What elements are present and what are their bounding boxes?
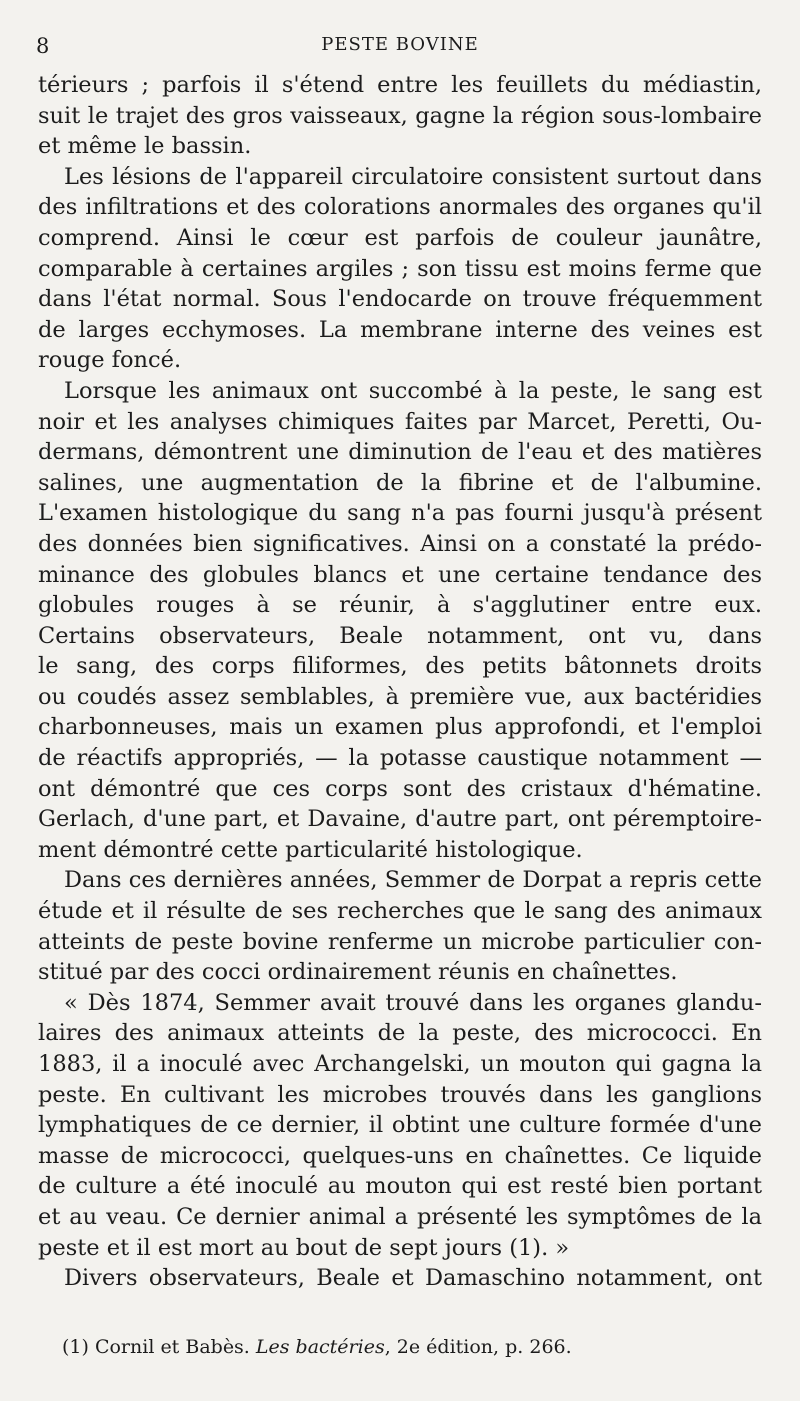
text-line: des données bien significatives. Ainsi on a constaté la prédo- xyxy=(38,530,762,557)
text-line: 1883, il a inoculé avec Archangelski, un mouton qui gagna la xyxy=(38,1051,762,1077)
text-line: ont démontré que ces corps sont des cristaux d'hématine. xyxy=(38,775,762,802)
text-line: peste. En cultivant les microbes trouvés dans les ganglions xyxy=(38,1081,762,1108)
footnote-prefix: (1) Cornil et Babès. xyxy=(62,1336,256,1358)
text-line: dans l'état normal. Sous l'endocarde on trouve fréquemment xyxy=(38,286,762,313)
text-line: de larges ecchymoses. La membrane interne des veines est xyxy=(38,316,762,343)
text-line: minance des globules blancs et une certaine tendance des xyxy=(38,561,762,588)
text-line: ment démontré cette particularité histologique. xyxy=(38,836,583,863)
text-line: stitué par des cocci ordinairement réunis en chaînettes. xyxy=(38,959,678,986)
text-line: Gerlach, d'une part, et Davaine, d'autre part, ont péremptoire- xyxy=(38,806,762,833)
page-number: 8 xyxy=(36,34,50,58)
text-line: Divers observateurs, Beale et Damaschino notamment, ont xyxy=(64,1265,762,1292)
footnote-suffix: , 2e édition, p. 266. xyxy=(384,1336,572,1358)
text-line: Les lésions de l'appareil circulatoire consistent surtout dans xyxy=(64,163,762,190)
footnote-title: Les bactéries xyxy=(255,1336,385,1358)
text-line: noir et les analyses chimiques faites par Marcet, Peretti, Ou- xyxy=(38,408,762,435)
text-line: le sang, des corps filiformes, des petits bâtonnets droits xyxy=(38,653,762,680)
page-header xyxy=(0,30,800,62)
text-line: ou coudés assez semblables, à première vue, aux bactéridies xyxy=(38,683,762,710)
text-line: et même le bassin. xyxy=(38,133,252,160)
footnote xyxy=(62,1336,572,1358)
text-line: dermans, démontrent une diminution de l'eau et des matières xyxy=(38,439,762,466)
text-line: Lorsque les animaux ont succombé à la peste, le sang est xyxy=(64,377,762,404)
text-line: de culture a été inoculé au mouton qui est resté bien portant xyxy=(38,1173,762,1200)
text-line: peste et il est mort au bout de sept jours (1). » xyxy=(38,1234,570,1261)
text-line: lymphatiques de ce dernier, il obtint une culture formée d'une xyxy=(38,1112,762,1139)
text-line: comprend. Ainsi le cœur est parfois de couleur jaunâtre, xyxy=(38,224,762,251)
text-line: salines, une augmentation de la fibrine et de l'albumine. xyxy=(38,469,762,496)
text-line: térieurs ; parfois il s'étend entre les feuillets du médiastin, xyxy=(38,72,762,98)
text-line: de réactifs appropriés, — la potasse caustique notamment — xyxy=(38,745,762,772)
text-line: et au veau. Ce dernier animal a présenté les symptômes de la xyxy=(38,1203,762,1230)
text-line: L'examen histologique du sang n'a pas fourni jusqu'à présent xyxy=(38,500,762,527)
text-line: globules rouges à se réunir, à s'agglutiner entre eux. xyxy=(38,592,762,619)
text-line: des infiltrations et des colorations anormales des organes qu'il xyxy=(38,194,762,221)
text-line: laires des animaux atteints de la peste, des micrococci. En xyxy=(38,1020,762,1047)
text-line: masse de micrococci, quelques-uns en chaînettes. Ce liquide xyxy=(38,1142,762,1169)
text-line: comparable à certaines argiles ; son tissu est moins ferme que xyxy=(38,255,762,282)
text-line: Dans ces dernières années, Semmer de Dorpat a repris cette xyxy=(64,867,762,894)
text-line: Certains observateurs, Beale notamment, ont vu, dans xyxy=(38,622,762,649)
text-line: atteints de peste bovine renferme un microbe particulier con- xyxy=(38,928,762,955)
text-line: charbonneuses, mais un examen plus approfondi, et l'emploi xyxy=(38,714,762,741)
body-text xyxy=(38,70,762,1294)
running-title: PESTE BOVINE xyxy=(321,34,479,55)
text-line: étude et il résulte de ses recherches que le sang des animaux xyxy=(38,898,762,925)
text-line: rouge foncé. xyxy=(38,347,182,374)
text-line: « Dès 1874, Semmer avait trouvé dans les organes glandu- xyxy=(64,989,762,1016)
text-line: suit le trajet des gros vaisseaux, gagne la région sous-lombaire xyxy=(38,102,762,129)
